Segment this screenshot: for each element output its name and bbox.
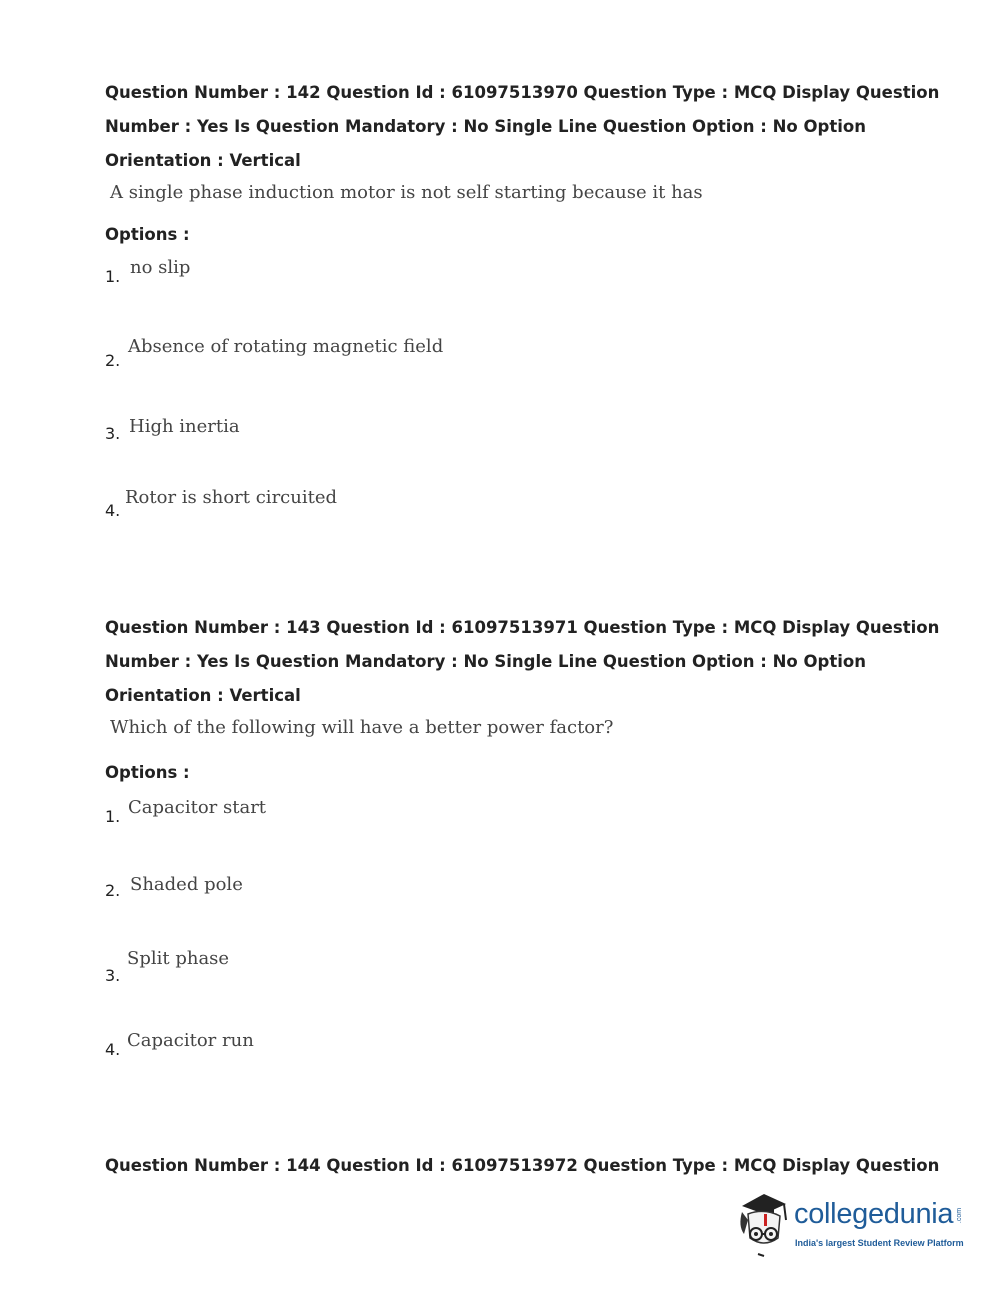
option-number: 2. — [105, 881, 121, 900]
option-number: 2. — [105, 351, 121, 370]
option-1 — [105, 797, 605, 837]
option-text: Absence of rotating magnetic field — [128, 336, 444, 357]
option-number: 1. — [105, 267, 121, 286]
option-number: 4. — [105, 501, 121, 520]
option-4 — [105, 487, 605, 527]
meta-line: Number : Yes Is Question Mandatory : No Single Line Question Option : No Option — [105, 652, 866, 671]
option-3 — [105, 415, 605, 455]
option-number: 3. — [105, 424, 121, 443]
meta-line: Question Number : 144 Question Id : 61097513972 Question Type : MCQ Display Question — [105, 1156, 940, 1175]
option-3 — [105, 947, 605, 987]
meta-line: Orientation : Vertical — [105, 686, 301, 705]
option-2 — [105, 873, 605, 913]
meta-line: Question Number : 142 Question Id : 61097513970 Question Type : MCQ Display Question — [105, 83, 940, 102]
option-number: 4. — [105, 1040, 121, 1059]
question-143-options-label: Options : — [105, 763, 190, 782]
collegedunia-logo — [734, 1190, 964, 1260]
question-144-meta — [105, 1149, 940, 1183]
option-text: Shaded pole — [130, 874, 243, 895]
option-text: Rotor is short circuited — [125, 487, 338, 508]
question-143-text: Which of the following will have a better power factor? — [110, 717, 614, 738]
option-number: 1. — [105, 807, 121, 826]
meta-line: Number : Yes Is Question Mandatory : No Single Line Question Option : No Option — [105, 117, 866, 136]
question-142-text: A single phase induction motor is not self starting because it has — [110, 182, 703, 203]
brand-suffix: .com — [956, 1207, 964, 1224]
option-number: 3. — [105, 966, 121, 985]
brand-name: collegedunia — [794, 1198, 954, 1230]
question-142-meta — [105, 76, 940, 178]
question-142-options-label: Options : — [105, 225, 190, 244]
option-text: High inertia — [129, 416, 240, 437]
meta-line: Question Number : 143 Question Id : 61097513971 Question Type : MCQ Display Question — [105, 618, 940, 637]
option-2 — [105, 335, 605, 375]
option-1 — [105, 255, 605, 295]
meta-line: Orientation : Vertical — [105, 151, 301, 170]
option-4 — [105, 1030, 605, 1070]
brand-tagline: India's largest Student Review Platform — [795, 1238, 964, 1248]
option-text: Capacitor run — [127, 1030, 254, 1051]
question-143-meta — [105, 611, 940, 713]
option-text: no slip — [130, 257, 191, 278]
option-text: Split phase — [127, 948, 230, 969]
mascot-icon — [734, 1190, 794, 1260]
option-text: Capacitor start — [128, 797, 267, 818]
